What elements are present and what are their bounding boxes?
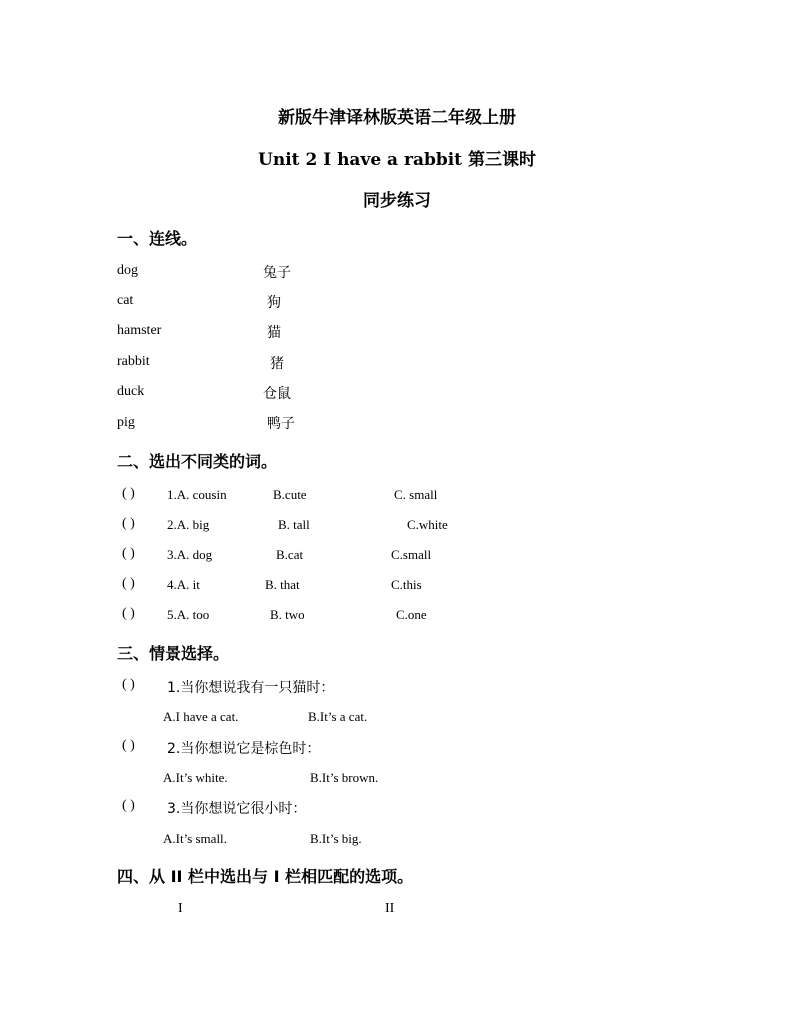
match-word-en: hamster <box>117 323 162 338</box>
answer-blank[interactable]: ( ) <box>122 516 135 531</box>
question-text: 2.当你想说它是棕色时： <box>167 741 321 757</box>
section-4-heading: 四、从 II 栏中选出与 I 栏相匹配的选项。 <box>117 867 414 886</box>
match-word-cn: 鸭子 <box>267 416 295 432</box>
option-a: 4.A. it <box>167 577 200 592</box>
option-a: 2.A. big <box>167 517 210 532</box>
answer-blank[interactable]: ( ) <box>122 546 135 561</box>
option-a: A.It’s small. <box>163 831 227 846</box>
answer-blank[interactable]: ( ) <box>122 486 135 501</box>
match-word-cn: 仓鼠 <box>263 386 291 402</box>
answer-blank[interactable]: ( ) <box>122 798 135 813</box>
answer-blank[interactable]: ( ) <box>122 738 135 753</box>
option-b: B.It’s big. <box>310 831 362 846</box>
page-title: 新版牛津译林版英语二年级上册 <box>278 108 516 128</box>
page-subtitle-2: 同步练习 <box>363 191 431 211</box>
match-word-en: pig <box>117 415 135 430</box>
question-text: 1.当你想说我有一只猫时： <box>167 680 335 696</box>
answer-blank[interactable]: ( ) <box>122 606 135 621</box>
option-b: B. tall <box>278 517 310 532</box>
option-c: C. small <box>394 487 438 502</box>
match-word-cn: 猪 <box>270 356 284 372</box>
option-b: B. two <box>270 607 305 622</box>
option-a: 5.A. too <box>167 607 210 622</box>
column-header-i: I <box>178 901 183 916</box>
option-c: C.this <box>391 577 422 592</box>
column-header-ii: II <box>385 901 395 916</box>
match-word-en: rabbit <box>117 354 150 369</box>
option-b: B. that <box>265 577 300 592</box>
match-word-en: duck <box>117 384 145 399</box>
page-subtitle: Unit 2 I have a rabbit 第三课时 <box>258 150 536 170</box>
option-a: A.I have a cat. <box>163 709 239 724</box>
option-b: B.cute <box>273 487 307 502</box>
option-c: C.small <box>391 547 432 562</box>
match-word-cn: 猫 <box>267 325 281 341</box>
option-b: B.It’s brown. <box>310 770 379 785</box>
option-a: 3.A. dog <box>167 547 213 562</box>
option-a: 1.A. cousin <box>167 487 227 502</box>
option-b: B.It’s a cat. <box>308 709 368 724</box>
section-2-heading: 二、选出不同类的词。 <box>117 452 278 471</box>
answer-blank[interactable]: ( ) <box>122 677 135 692</box>
option-b: B.cat <box>276 547 304 562</box>
section-1-heading: 一、连线。 <box>117 229 198 248</box>
match-word-cn: 兔子 <box>263 265 291 281</box>
option-c: C.white <box>407 517 448 532</box>
match-word-en: cat <box>117 293 134 308</box>
question-text: 3.当你想说它很小时： <box>167 801 307 817</box>
answer-blank[interactable]: ( ) <box>122 576 135 591</box>
match-word-cn: 狗 <box>267 295 281 311</box>
match-word-en: dog <box>117 263 138 278</box>
option-a: A.It’s white. <box>163 770 228 785</box>
option-c: C.one <box>396 607 427 622</box>
section-3-heading: 三、情景选择。 <box>117 644 230 663</box>
